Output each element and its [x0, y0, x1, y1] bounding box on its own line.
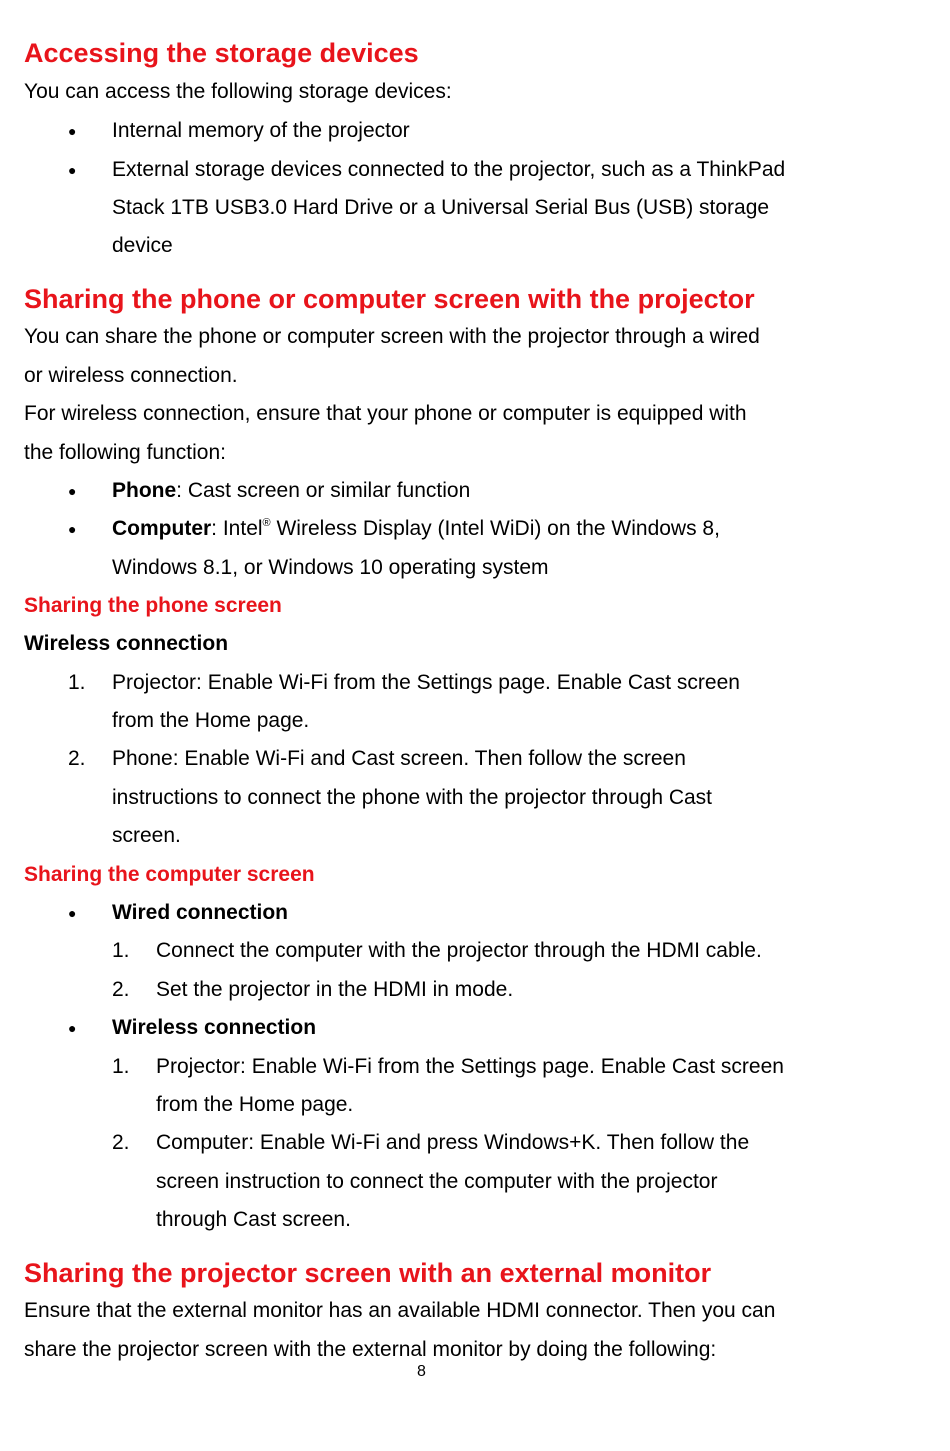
- phone-label: Phone: [112, 479, 177, 502]
- page-number: 8: [417, 1363, 426, 1380]
- wireless-step2-line3: through Cast screen.: [156, 1208, 351, 1231]
- step-number: 1.: [112, 1055, 130, 1078]
- computer-text-a: : Intel: [211, 517, 263, 540]
- phone-step1-line1: Projector: Enable Wi-Fi from the Settings page. Enable Cast screen: [112, 671, 740, 694]
- phone-step2-line2: instructions to connect the phone with the projector through Cast: [112, 786, 713, 809]
- storage-bullet-external-line3: device: [112, 234, 173, 257]
- sharing-para1-line2: or wireless connection.: [24, 364, 238, 387]
- sharing-para2-line1: For wireless connection, ensure that your phone or computer is equipped with: [24, 402, 747, 425]
- computer-requirement-line2: Windows 8.1, or Windows 10 operating system: [112, 556, 549, 579]
- monitor-line1: Ensure that the external monitor has an available HDMI connector. Then you can: [24, 1299, 776, 1322]
- step-number: 1.: [68, 671, 86, 694]
- wireless-step1-line2: from the Home page.: [156, 1093, 354, 1116]
- wireless-step1-line1: Projector: Enable Wi-Fi from the Settings page. Enable Cast screen: [156, 1055, 784, 1078]
- step-number: 2.: [112, 978, 130, 1001]
- storage-intro: You can access the following storage devices:: [24, 80, 452, 103]
- wireless-step2-line1: Computer: Enable Wi-Fi and press Windows+K. Then follow the: [156, 1131, 750, 1154]
- heading-external-monitor: Sharing the projector screen with an external monitor: [24, 1258, 712, 1288]
- phone-requirement: [112, 478, 470, 504]
- computer-label: Computer: [112, 517, 212, 540]
- heading-sharing: Sharing the phone or computer screen with the projector: [24, 284, 755, 314]
- step-number: 2.: [68, 747, 86, 770]
- wireless-connection-label: Wireless connection: [112, 1016, 317, 1039]
- sharing-para1-line1: You can share the phone or computer screen with the projector through a wired: [24, 325, 760, 348]
- bullet-icon: ●: [68, 905, 77, 921]
- sharing-para2-line2: the following function:: [24, 441, 226, 464]
- storage-bullet-external: External storage devices connected to the projector, such as a ThinkPad: [112, 158, 786, 181]
- bullet-icon: ●: [68, 162, 77, 178]
- storage-bullet-external-line2: Stack 1TB USB3.0 Hard Drive or a Universal Serial Bus (USB) storage: [112, 196, 770, 219]
- storage-bullet-internal: Internal memory of the projector: [112, 119, 410, 142]
- monitor-line2: share the projector screen with the external monitor by doing the following:: [24, 1338, 717, 1361]
- phone-step2-line3: screen.: [112, 824, 181, 847]
- computer-text-b: Wireless Display (Intel WiDi) on the Windows 8,: [270, 517, 720, 540]
- bullet-icon: ●: [68, 1020, 77, 1036]
- step-number: 2.: [112, 1131, 130, 1154]
- wireless-step2-line2: screen instruction to connect the computer with the projector: [156, 1170, 718, 1193]
- step-number: 1.: [112, 939, 130, 962]
- phone-text: : Cast screen or similar function: [176, 479, 471, 502]
- bullet-icon: ●: [68, 521, 77, 537]
- heading-storage: Accessing the storage devices: [24, 38, 419, 68]
- phone-step2-line1: Phone: Enable Wi-Fi and Cast screen. Then follow the screen: [112, 747, 686, 770]
- subheading-wireless: Wireless connection: [24, 632, 229, 655]
- phone-step1-line2: from the Home page.: [112, 709, 310, 732]
- wired-connection-label: Wired connection: [112, 901, 288, 924]
- computer-requirement: [112, 516, 720, 542]
- registered-mark: ®: [262, 517, 271, 529]
- heading-phone-screen: Sharing the phone screen: [24, 594, 282, 617]
- wired-step2: Set the projector in the HDMI in mode.: [156, 978, 514, 1001]
- heading-computer-screen: Sharing the computer screen: [24, 863, 315, 886]
- wired-step1: Connect the computer with the projector through the HDMI cable.: [156, 939, 762, 962]
- bullet-icon: ●: [68, 123, 77, 139]
- bullet-icon: ●: [68, 483, 77, 499]
